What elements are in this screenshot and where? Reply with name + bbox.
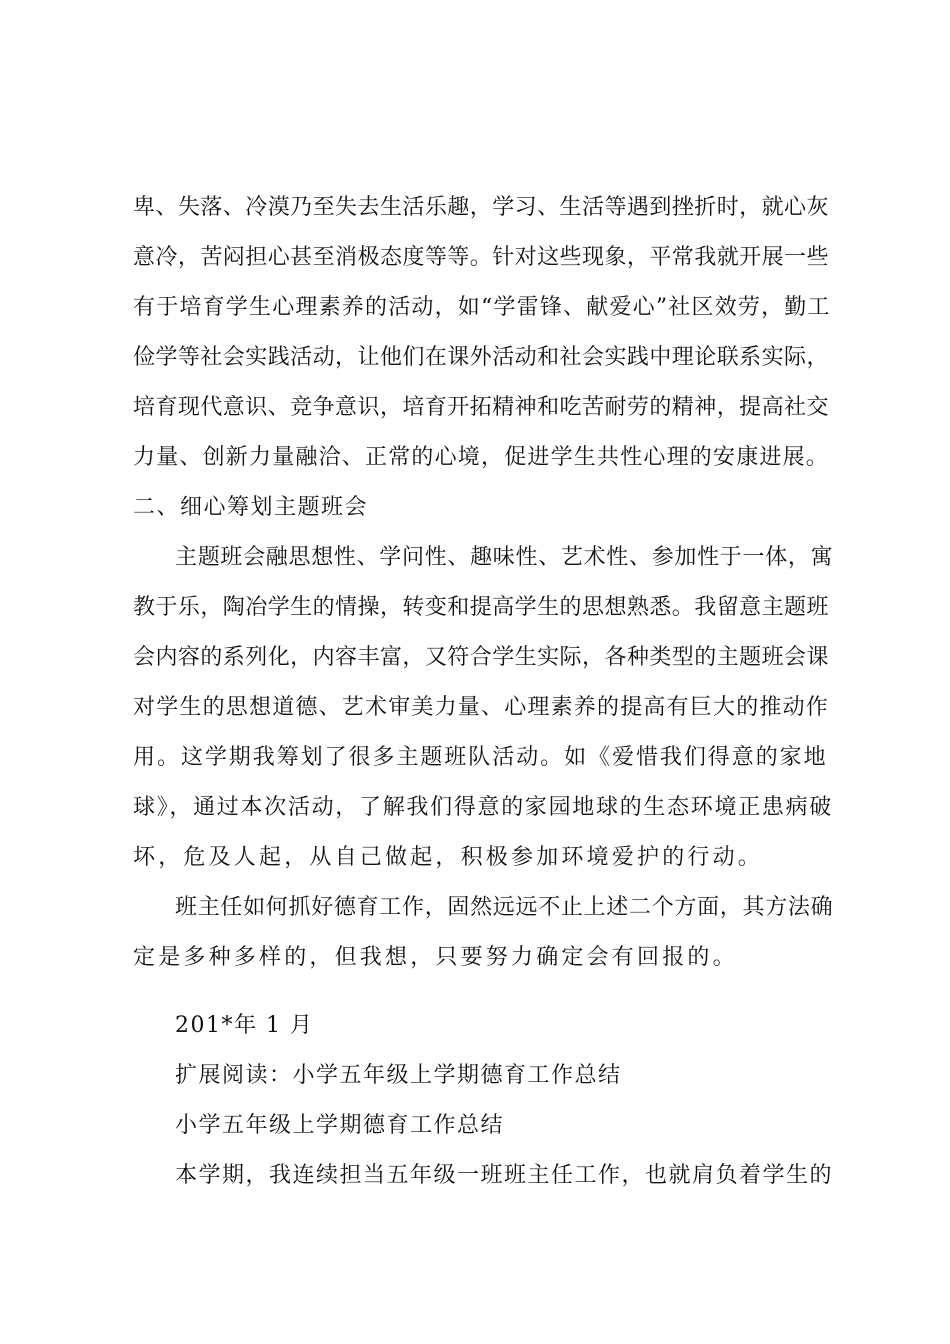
paragraph-line: 卑、失落、冷漠乃至失去生活乐趣，学习、生活等遇到挫折时，就心灰: [133, 195, 829, 220]
paragraph-line: 对学生的思想道德、艺术审美力量、心理素养的提高有巨大的推动作: [133, 695, 830, 720]
paragraph-line: 会内容的系列化，内容丰富，又符合学生实际，各种类型的主题班会课: [133, 645, 829, 670]
date-line: 201*年 1 月: [175, 1013, 314, 1038]
paragraph-line: 培育现代意识、竞争意识，培育开拓精神和吃苦耐劳的精神，提高社交: [133, 395, 829, 420]
paragraph-line: 力量、创新力量融洽、正常的心境，促进学生共性心理的安康进展。: [133, 445, 830, 470]
paragraph-line: 球》，通过本次活动，了解我们得意的家园地球的生态环境正患病破: [133, 795, 834, 820]
paragraph-line: 有于培育学生心理素养的活动，如“学雷锋、献爱心”社区效劳，勤工: [133, 295, 831, 320]
article-title: 小学五年级上学期德育工作总结: [175, 1113, 505, 1138]
paragraph-line: 主题班会融思想性、学问性、趣味性、艺术性、参加性于一体，寓: [175, 545, 834, 570]
paragraph-line: 用。这学期我筹划了很多主题班队活动。如《爱惜我们得意的家地: [133, 745, 828, 770]
paragraph-line: 坏，危及人起，从自己做起，积极参加环境爱护的行动。: [133, 845, 764, 870]
extended-reading-line: 扩展阅读：小学五年级上学期德育工作总结: [175, 1063, 622, 1088]
paragraph-line: 班主任如何抓好德育工作，固然远远不止上述二个方面，其方法确: [175, 895, 834, 920]
paragraph-line: 定是多种多样的，但我想，只要努力确定会有回报的。: [133, 945, 738, 970]
paragraph-line: 俭学等社会实践活动，让他们在课外活动和社会实践中理论联系实际，: [133, 345, 829, 370]
paragraph-line: 意冷，苦闷担心甚至消极态度等等。针对这些现象，平常我就开展一些: [133, 245, 829, 270]
paragraph-line: 教于乐，陶冶学生的情操，转变和提高学生的思想熟悉。我留意主题班: [133, 595, 829, 620]
paragraph-line: 本学期，我连续担当五年级一班班主任工作，也就肩负着学生的: [175, 1163, 834, 1188]
section-heading: 二、细心筹划主题班会: [133, 495, 369, 520]
